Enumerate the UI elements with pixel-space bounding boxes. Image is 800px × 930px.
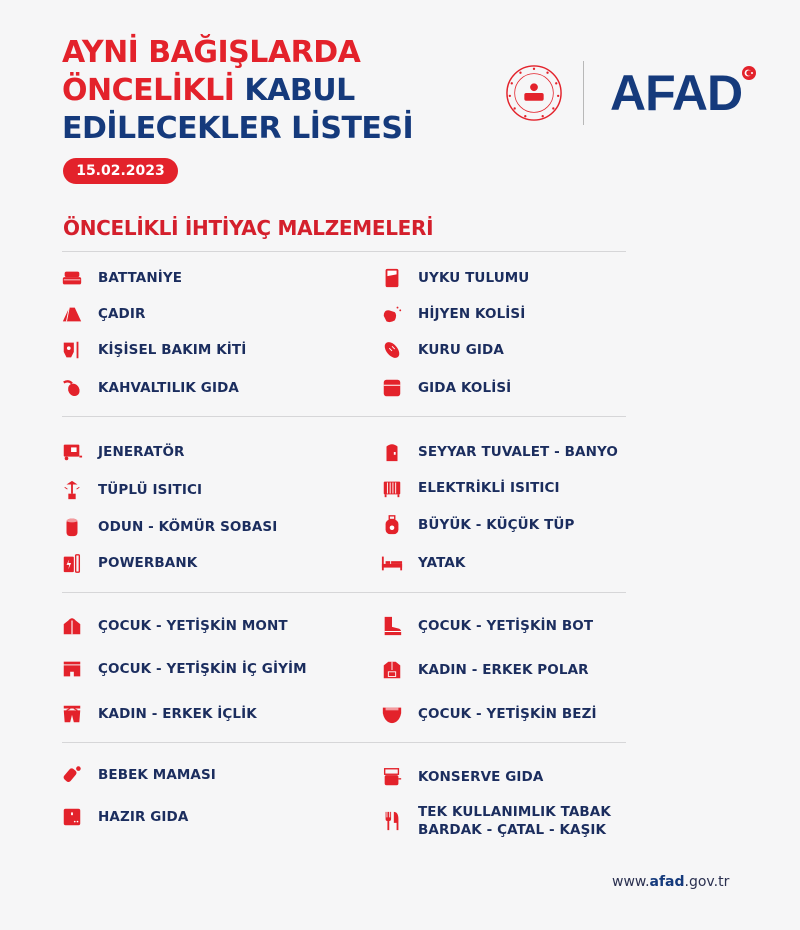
list-item xyxy=(60,657,307,681)
divider xyxy=(62,592,626,593)
list-item xyxy=(380,803,611,839)
item-label: UYKU TULUMU xyxy=(418,270,530,286)
logo-divider xyxy=(583,61,584,125)
item-label: ÇADIR xyxy=(98,306,146,322)
olive-icon xyxy=(60,376,84,400)
section-title: ÖNCELİKLİ İHTİYAÇ MALZEMELERİ xyxy=(63,216,434,240)
item-label: SEYYAR TUVALET - BANYO xyxy=(418,444,618,460)
thermal-wear-icon xyxy=(60,702,84,726)
list-item xyxy=(380,658,589,682)
list-item xyxy=(60,702,257,726)
list-item xyxy=(60,551,197,575)
item-label: ÇOCUK - YETİŞKİN İÇ GİYİM xyxy=(98,661,307,677)
list-item xyxy=(60,376,239,400)
url-domain: afad xyxy=(649,874,685,890)
list-item xyxy=(380,765,543,789)
item-label: HAZIR GIDA xyxy=(98,809,189,825)
list-item xyxy=(380,302,525,326)
ready-meal-icon xyxy=(60,805,84,829)
list-item xyxy=(60,763,216,787)
url-prefix: www. xyxy=(612,874,650,890)
title-line-1: AYNİ BAĞIŞLARDA xyxy=(62,35,361,70)
list-item xyxy=(380,513,574,537)
title-line-2-blue: KABUL xyxy=(244,73,355,108)
afad-logo xyxy=(610,64,742,122)
portable-toilet-icon xyxy=(380,440,404,464)
url-suffix: .gov.tr xyxy=(684,874,730,890)
item-label: ÇOCUK - YETİŞKİN MONT xyxy=(98,618,288,634)
list-item xyxy=(60,338,246,362)
item-label: ÇOCUK - YETİŞKİN BEZİ xyxy=(418,706,597,722)
date-badge: 15.02.2023 xyxy=(63,158,178,184)
list-item xyxy=(380,614,593,638)
gas-cylinder-icon xyxy=(380,513,404,537)
list-item xyxy=(380,440,618,464)
cutlery-icon xyxy=(380,803,404,839)
list-item xyxy=(380,476,560,500)
item-label: KONSERVE GIDA xyxy=(418,769,544,785)
item-label: JENERATÖR xyxy=(98,444,185,460)
title-line-3: EDİLECEKLER LİSTESİ xyxy=(62,111,414,146)
personal-care-icon xyxy=(60,338,84,362)
list-item xyxy=(380,702,597,726)
item-label-group xyxy=(418,803,611,839)
fleece-icon xyxy=(380,658,404,682)
item-label: YATAK xyxy=(418,555,466,571)
item-label: BÜYÜK - KÜÇÜK TÜP xyxy=(418,517,575,533)
patio-heater-icon xyxy=(60,478,84,502)
list-item xyxy=(60,266,182,290)
divider xyxy=(62,251,626,252)
list-item xyxy=(60,805,188,829)
list-item xyxy=(380,266,529,290)
tent-icon xyxy=(60,302,84,326)
bread-icon xyxy=(380,338,404,362)
canned-food-icon xyxy=(380,765,404,789)
list-item xyxy=(380,551,465,575)
divider xyxy=(62,742,626,743)
generator-icon xyxy=(60,440,84,464)
item-label: BEBEK MAMASI xyxy=(98,767,216,783)
list-item xyxy=(60,614,288,638)
item-label: TÜPLÜ ISITICI xyxy=(98,482,203,498)
sleeping-bag-icon xyxy=(380,266,404,290)
item-label: ÇOCUK - YETİŞKİN BOT xyxy=(418,618,594,634)
logo-area xyxy=(505,58,742,128)
list-item xyxy=(60,302,145,326)
boot-icon xyxy=(380,614,404,638)
item-label: KURU GIDA xyxy=(418,342,504,358)
blanket-icon xyxy=(60,266,84,290)
item-label: KİŞİSEL BAKIM KİTİ xyxy=(98,342,247,358)
powerbank-icon xyxy=(60,551,84,575)
hygiene-hands-icon xyxy=(380,302,404,326)
item-label: TEK KULLANIMLIK TABAK xyxy=(418,804,611,820)
item-label: KADIN - ERKEK POLAR xyxy=(418,662,589,678)
turkish-flag-icon xyxy=(742,66,756,80)
afad-logo-text: AFAD xyxy=(610,65,743,121)
item-label-line-2: BARDAK - ÇATAL - KAŞIK xyxy=(418,822,607,838)
diaper-icon xyxy=(380,702,404,726)
item-label: KADIN - ERKEK İÇLİK xyxy=(98,706,257,722)
list-item xyxy=(60,515,277,539)
ministry-seal-icon xyxy=(505,64,563,122)
title-line-2-red: ÖNCELİKLİ xyxy=(62,73,235,108)
item-label: POWERBANK xyxy=(98,555,198,571)
coat-icon xyxy=(60,614,84,638)
food-box-icon xyxy=(380,376,404,400)
page-title xyxy=(62,34,413,148)
electric-heater-icon xyxy=(380,476,404,500)
website-link[interactable] xyxy=(612,874,729,890)
item-label: BATTANİYE xyxy=(98,270,183,286)
list-item xyxy=(380,338,504,362)
item-label: KAHVALTILIK GIDA xyxy=(98,380,239,396)
wood-stove-icon xyxy=(60,515,84,539)
item-label: GIDA KOLİSİ xyxy=(418,380,512,396)
underwear-icon xyxy=(60,657,84,681)
item-label: ELEKTRİKLİ ISITICI xyxy=(418,480,560,496)
list-item xyxy=(60,440,185,464)
item-label: ODUN - KÖMÜR SOBASI xyxy=(98,519,278,535)
bed-icon xyxy=(380,551,404,575)
divider xyxy=(62,416,626,417)
item-label: HİJYEN KOLİSİ xyxy=(418,306,526,322)
baby-bottle-icon xyxy=(60,763,84,787)
list-item xyxy=(380,376,511,400)
list-item xyxy=(60,478,202,502)
